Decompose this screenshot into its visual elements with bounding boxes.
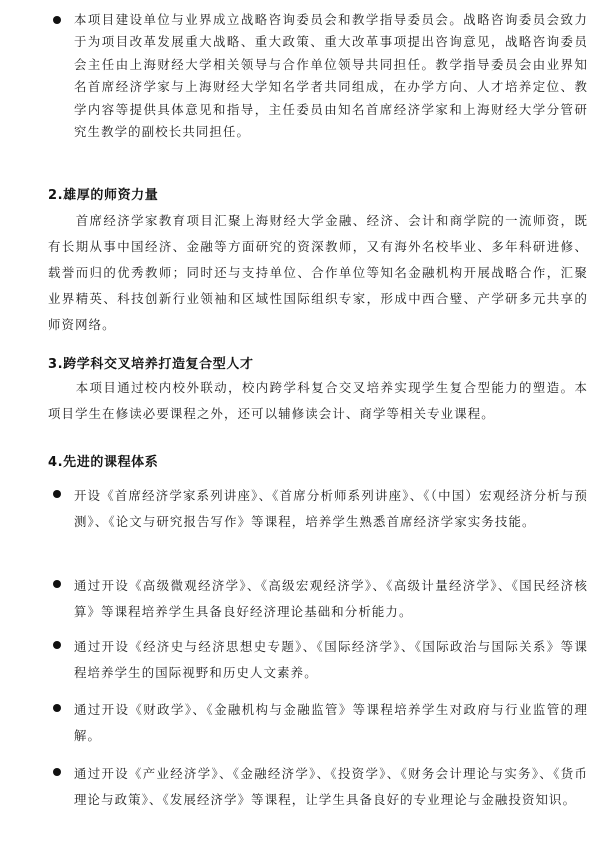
- bullet-icon: [53, 580, 61, 588]
- list-item: [48, 9, 588, 143]
- section-heading-faculty: 2.雄厚的师资力量: [48, 188, 159, 203]
- bullet-icon: [53, 16, 61, 24]
- bullet-icon: [53, 704, 61, 712]
- list-item: [48, 634, 588, 686]
- section-heading-curriculum: 4.先进的课程体系: [48, 455, 159, 470]
- bullet-icon: [53, 641, 61, 649]
- intro-bullet-text: 本项目建设单位与业界成立战略咨询委员会和教学指导委员会。战略咨询委员会致力于为项目改革发展重大战略、重大政策、重大改革事项提出咨询意见，战略咨询委员会主任由上海财经大学相关领导与合作单位领导共同担任。教学指导委员会由业界知名首席经济学家与上海财经大学知名学者共同组成，在办学方向、人才培养定位、教学内容等提供具体意见和指导，主任委员由知名首席经济学家和上海财经大学分管研究生教学的副校长共同担任。: [74, 12, 588, 140]
- course-bullet-text: 通过开设《产业经济学》、《金融经济学》、《投资学》、《财务会计理论与实务》、《货币理论与政策》、《发展经济学》等课程，让学生具备良好的专业理论与金融投资知识。: [74, 766, 588, 807]
- list-item: [48, 573, 588, 625]
- section-heading-interdisciplinary: 3.跨学科交叉培养打造复合型人才: [48, 357, 254, 372]
- bullet-icon: [53, 768, 61, 776]
- course-bullet-text: 通过开设《高级微观经济学》、《高级宏观经济学》、《高级计量经济学》、《国民经济核算》等课程培养学生具备良好经济理论基础和分析能力。: [74, 578, 588, 619]
- course-bullet-text: 开设《首席经济学家系列讲座》、《首席分析师系列讲座》、《（中国）宏观经济分析与预测》、《论文与研究报告写作》等课程，培养学生熟悉首席经济学家实务技能。: [74, 488, 588, 529]
- list-item: [48, 483, 588, 535]
- course-bullet-text: 通过开设《财政学》、《金融机构与金融监管》等课程培养学生对政府与行业监管的理解。: [74, 702, 588, 743]
- section-body-faculty: 首席经济学家教育项目汇聚上海财经大学金融、经济、会计和商学院的一流师资，既有长期从事中国经济、金融等方面研究的资深教师，又有海外名校毕业、多年科研进修、载誉而归的优秀教师；同时还与支持单位、合作单位等知名金融机构开展战略合作，汇聚业界精英、科技创新行业领袖和区域性国际组织专家，形成中西合璧、产学研多元共享的师资网络。: [48, 213, 588, 332]
- list-item: [48, 697, 588, 749]
- section-body-interdisciplinary: 本项目通过校内校外联动，校内跨学科复合交叉培养实现学生复合型能力的塑造。本项目学生在修读必要课程之外，还可以辅修读会计、商学等相关专业课程。: [48, 380, 588, 421]
- list-item: [48, 761, 588, 813]
- bullet-icon: [53, 490, 61, 498]
- course-bullet-text: 通过开设《经济史与经济思想史专题》、《国际经济学》、《国际政治与国际关系》等课程培养学生的国际视野和历史人文素养。: [74, 639, 588, 680]
